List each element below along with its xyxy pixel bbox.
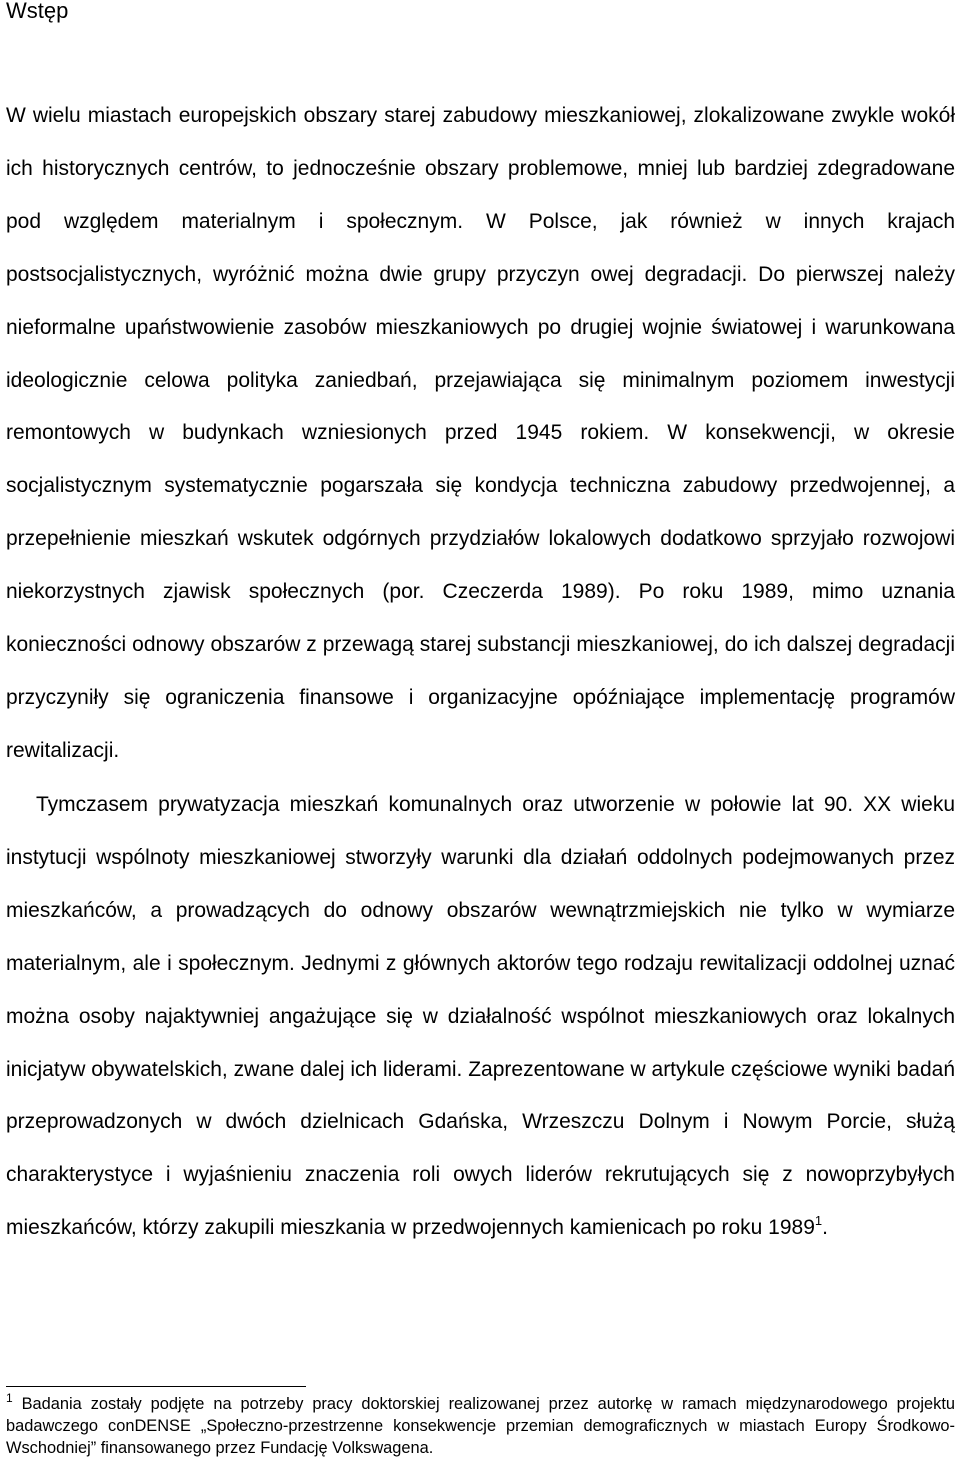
paragraph-end-punctuation: . (822, 1216, 828, 1240)
paragraph (6, 779, 955, 1255)
footnote (6, 1393, 955, 1459)
paragraph (6, 90, 955, 778)
footnote-reference[interactable]: 1 (814, 1213, 823, 1229)
footnote-marker: 1 (6, 1391, 13, 1405)
footnote-text: Badania zostały podjęte na potrzeby pracy doktorskiej realizowanej przez autorkę w ramach międzynarodowego projektu badawczego conDENSE „Społeczno-przestrzenne konsekwencje przemian demograficznych w miastach Europy Środkowo-Wschodniej” finansowanego przez Fundację Volkswagena. (6, 1395, 955, 1457)
footnote-separator (6, 1386, 306, 1387)
paragraph-text: Tymczasem prywatyzacja mieszkań komunalnych oraz utworzenie w połowie lat 90. XX wieku instytucji wspólnoty mieszkaniowej stworzyły warunki dla działań oddolnych podejmowanych przez mieszkańców, a prowadzących do odnowy obszarów wewnątrzmiejskich nie tylko w wymiarze materialnym, ale i społecznym. Jednymi z głównych aktorów tego rodzaju rewitalizacji oddolnej uznać można osoby najaktywniej angażujące się w działalność wspólnot mieszkaniowych oraz lokalnych inicjatyw obywatelskich, zwane dalej ich liderami. Zaprezentowane w artykule częściowe wyniki badań przeprowadzonych w dwóch dzielnicach Gdańska, Wrzeszczu Dolnym i Nowym Porcie, służą charakterystyce i wyjaśnieniu znaczenia roli owych liderów rekrutujących się z nowoprzybyłych mieszkańców, którzy zakupili mieszkania w przedwojennych kamienicach po roku 1989 (6, 793, 955, 1240)
paragraph-text: W wielu miastach europejskich obszary starej zabudowy mieszkaniowej, zlokalizowane zwykle wokół ich historycznych centrów, to jednocześnie obszary problemowe, mniej lub bardziej zdegradowane pod względem materialnym i społecznym. W Polsce, jak również w innych krajach postsocjalistycznych, wyróżnić można dwie grupy przyczyn owej degradacji. Do pierwszej należy nieformalne upaństwowienie zasobów mieszkaniowych po drugiej wojnie światowej i warunkowana ideologicznie celowa polityka zaniedbań, przejawiająca się minimalnym poziomem inwestycji remontowych w budynkach wzniesionych przed 1945 rokiem. W konsekwencji, w okresie socjalistycznym systematycznie pogarszała się kondycja techniczna zabudowy przedwojennej, a przepełnienie mieszkań wskutek odgórnych przydziałów lokalowych dodatkowo sprzyjało rozwojowi niekorzystnych zjawisk społecznych (por. Czeczerda 1989). Po roku 1989, mimo uznania konieczności odnowy obszarów z przewagą starej substancji mieszkaniowej, do ich dalszej degradacji przyczyniły się ograniczenia finansowe i organizacyjne opóźniające implementację programów rewitalizacji. (6, 104, 955, 762)
section-heading: Wstęp (6, 0, 69, 23)
